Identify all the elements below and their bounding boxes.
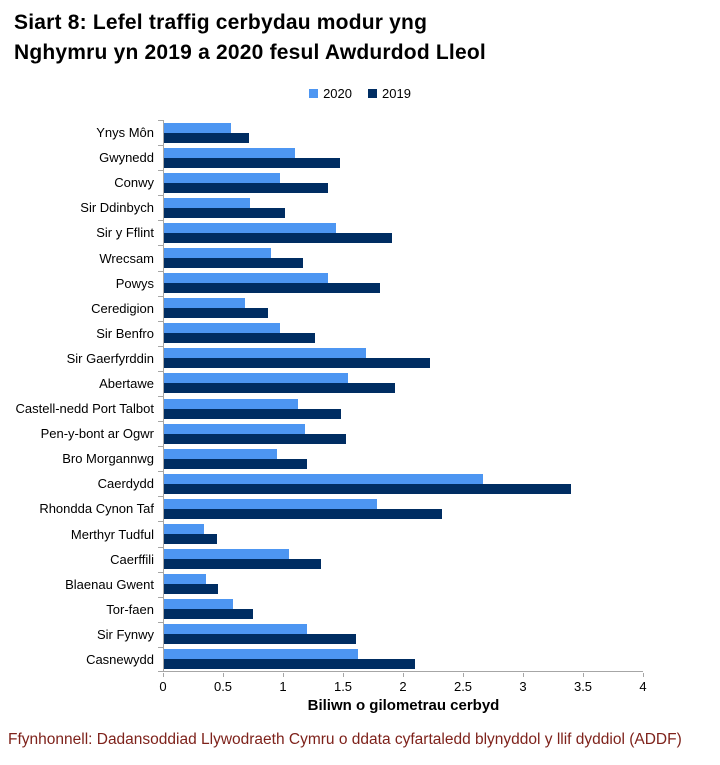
bar-2020 [164, 524, 204, 534]
bar-2019 [164, 308, 268, 318]
x-axis-tick-label: 0.5 [213, 679, 233, 694]
bar-2019 [164, 609, 253, 619]
bar-2020 [164, 474, 483, 484]
y-axis-tick [158, 170, 163, 171]
legend-item-2020 [309, 86, 352, 101]
x-axis-tick-label: 1.5 [333, 679, 353, 694]
legend-label: 2019 [382, 86, 411, 101]
bar-2019 [164, 133, 249, 143]
bar-2020 [164, 348, 366, 358]
y-axis-tick [158, 572, 163, 573]
bar-2020 [164, 373, 348, 383]
bar-group [164, 321, 643, 346]
y-axis-tick [158, 271, 163, 272]
x-axis-tick [463, 673, 464, 677]
bar-2019 [164, 358, 430, 368]
bar-2020 [164, 198, 250, 208]
y-axis-tick [158, 396, 163, 397]
category-label: Merthyr Tudful [70, 526, 154, 542]
category-label: Pen-y-bont ar Ogwr [40, 426, 154, 442]
bar-group [164, 647, 643, 672]
bar-2020 [164, 273, 328, 283]
category-label: Blaenau Gwent [65, 576, 154, 592]
bar-2019 [164, 158, 340, 168]
category-label: Sir Ddinbych [80, 200, 154, 216]
x-axis-title: Biliwn o gilometrau cerbyd [307, 697, 500, 714]
bar-group [164, 421, 643, 446]
x-axis-tick [583, 673, 584, 677]
category-label: Caerffili [110, 551, 154, 567]
category-label: Wrecsam [99, 250, 154, 266]
y-axis-tick [158, 547, 163, 548]
bar-group [164, 195, 643, 220]
bar-2020 [164, 298, 245, 308]
bar-2019 [164, 659, 415, 669]
bar-group [164, 547, 643, 572]
bar-2019 [164, 559, 321, 569]
category-label: Sir y Fflint [96, 225, 154, 241]
category-label: Sir Benfro [96, 325, 154, 341]
bar-group [164, 371, 643, 396]
category-label: Ynys Môn [96, 125, 154, 141]
y-axis-tick [158, 346, 163, 347]
y-axis-tick [158, 145, 163, 146]
x-axis-tick [523, 673, 524, 677]
bar-group [164, 521, 643, 546]
x-axis-tick-label: 1 [279, 679, 287, 694]
bar-group [164, 346, 643, 371]
category-label: Ceredigion [91, 300, 154, 316]
y-axis-tick [158, 496, 163, 497]
bar-group [164, 120, 643, 145]
x-axis-tick [343, 673, 344, 677]
chart-title-line-1: Siart 8: Lefel traffig cerbydau modur yng [14, 11, 428, 34]
x-axis-tick [283, 673, 284, 677]
x-axis-tick [223, 673, 224, 677]
y-axis-tick [158, 195, 163, 196]
legend-label: 2020 [323, 86, 352, 101]
category-label: Gwynedd [99, 150, 154, 166]
bar-group [164, 296, 643, 321]
bar-group [164, 245, 643, 270]
category-label: Bro Morgannwg [62, 451, 154, 467]
bar-group [164, 496, 643, 521]
y-axis-tick [158, 120, 163, 121]
bar-group [164, 271, 643, 296]
bar-group [164, 170, 643, 195]
category-label: Conwy [114, 175, 154, 191]
bar-2019 [164, 208, 285, 218]
bar-2019 [164, 183, 328, 193]
x-axis-tick-label: 0 [159, 679, 167, 694]
bar-group [164, 597, 643, 622]
y-axis-tick [158, 521, 163, 522]
plot-area [163, 120, 643, 672]
bar-2020 [164, 499, 377, 509]
bar-2020 [164, 649, 358, 659]
y-axis-tick [158, 421, 163, 422]
bar-group [164, 572, 643, 597]
bar-2020 [164, 574, 206, 584]
bar-2019 [164, 534, 217, 544]
category-label: Casnewydd [86, 652, 154, 668]
x-axis-tick-label: 3 [519, 679, 527, 694]
bar-2020 [164, 248, 271, 258]
legend-item-2019 [368, 86, 411, 101]
x-axis-tick-label: 2 [399, 679, 407, 694]
category-label: Caerdydd [97, 476, 154, 492]
bar-group [164, 446, 643, 471]
bar-group [164, 622, 643, 647]
y-axis-tick [158, 296, 163, 297]
bar-2020 [164, 173, 280, 183]
bar-2019 [164, 283, 380, 293]
y-axis-tick [158, 622, 163, 623]
y-axis-tick [158, 446, 163, 447]
category-label: Abertawe [99, 375, 154, 391]
bar-2020 [164, 399, 298, 409]
y-axis-tick [158, 220, 163, 221]
bar-2019 [164, 634, 356, 644]
bar-2020 [164, 223, 336, 233]
x-axis-tick-label: 4 [639, 679, 647, 694]
bar-2020 [164, 123, 231, 133]
bar-2020 [164, 599, 233, 609]
x-axis [159, 672, 647, 696]
chart-title [14, 8, 709, 69]
bar-2019 [164, 459, 307, 469]
y-axis-tick [158, 245, 163, 246]
category-label: Rhondda Cynon Taf [39, 501, 154, 517]
bar-group [164, 471, 643, 496]
bar-2020 [164, 323, 280, 333]
y-axis-tick [158, 321, 163, 322]
chart-body [0, 120, 643, 672]
legend-swatch-icon [309, 89, 318, 98]
y-axis-tick [158, 371, 163, 372]
category-label: Sir Fynwy [96, 626, 154, 642]
bar-2020 [164, 549, 289, 559]
category-label: Tor-faen [106, 601, 154, 617]
bar-2019 [164, 584, 218, 594]
x-axis-tick-label: 2.5 [453, 679, 473, 694]
bar-2019 [164, 333, 315, 343]
y-axis-tick [158, 471, 163, 472]
category-label: Powys [115, 275, 154, 291]
category-label: Sir Gaerfyrddin [66, 350, 154, 366]
bar-2019 [164, 509, 442, 519]
bar-2019 [164, 434, 346, 444]
bar-2019 [164, 233, 392, 243]
category-axis-labels [0, 120, 163, 672]
y-axis-tick [158, 647, 163, 648]
bar-2020 [164, 449, 277, 459]
bar-2019 [164, 383, 395, 393]
chart-title-line-2: Nghymru yn 2019 a 2020 fesul Awdurdod Lleol [14, 41, 486, 65]
legend-swatch-icon [368, 89, 377, 98]
bar-2019 [164, 484, 571, 494]
bar-2019 [164, 258, 303, 268]
legend [0, 86, 720, 101]
bar-group [164, 396, 643, 421]
y-axis-tick [158, 597, 163, 598]
x-axis-tick-label: 3.5 [573, 679, 593, 694]
bar-2020 [164, 148, 295, 158]
source-note: Ffynhonnell: Dadansoddiad Llywodraeth Cymru o ddata cyfartaledd blynyddol y llif dyddiol (ADDF) [8, 731, 682, 748]
bar-2019 [164, 409, 341, 419]
bar-2020 [164, 424, 305, 434]
x-axis-tick [403, 673, 404, 677]
bar-group [164, 220, 643, 245]
x-axis-tick [643, 673, 644, 677]
bar-2020 [164, 624, 307, 634]
x-axis-tick [163, 673, 164, 677]
category-label: Castell-nedd Port Talbot [15, 401, 154, 417]
bar-group [164, 145, 643, 170]
